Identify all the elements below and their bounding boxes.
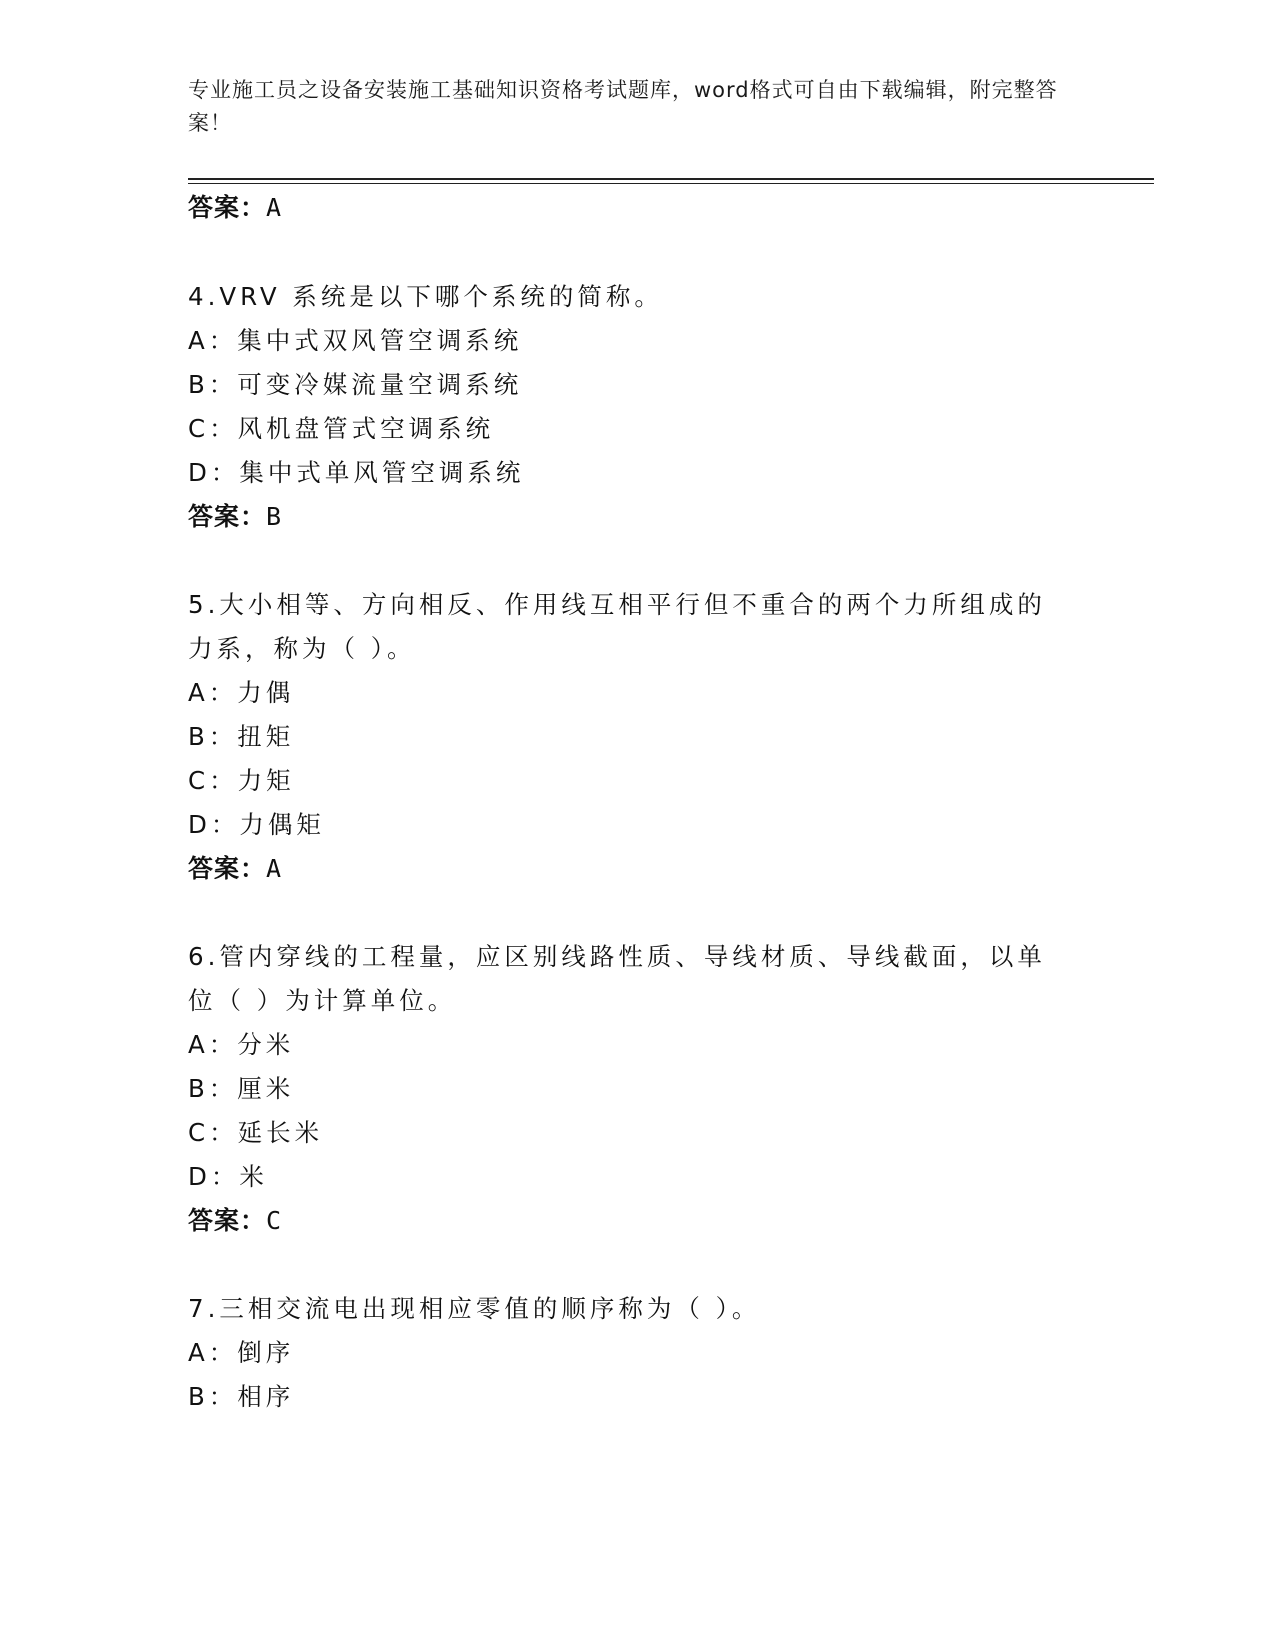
answer-value: A <box>266 854 283 883</box>
question-5-answer <box>188 853 282 885</box>
question-5-option-a: A：力偶 <box>188 678 295 707</box>
question-6-option-b: B：厘米 <box>188 1074 295 1103</box>
question-4-option-c: C：风机盘管式空调系统 <box>188 414 495 443</box>
answer-label: 答案： <box>188 1206 267 1235</box>
question-5-option-c: C：力矩 <box>188 766 295 795</box>
question-4-option-b: B：可变冷媒流量空调系统 <box>188 370 523 399</box>
question-6-answer <box>188 1205 282 1237</box>
question-4-answer <box>188 501 282 533</box>
question-6-text-line-1: 6.管内穿线的工程量，应区别线路性质、导线材质、导线截面，以单 <box>188 942 1046 971</box>
answer-value: B <box>266 502 283 531</box>
question-6-text-line-2: 位（ ）为计算单位。 <box>188 986 457 1015</box>
question-7-option-a: A：倒序 <box>188 1338 295 1367</box>
document-header: 专业施工员之设备安装施工基础知识资格考试题库，word格式可自由下载编辑，附完整答案！ <box>188 78 1058 135</box>
answer-label: 答案： <box>188 854 267 883</box>
answer-label: 答案： <box>188 193 267 222</box>
answer-label: 答案： <box>188 502 267 531</box>
question-4-option-a: A：集中式双风管空调系统 <box>188 326 523 355</box>
question-4-text: 4.VRV 系统是以下哪个系统的简称。 <box>188 282 663 311</box>
question-6-option-d: D：米 <box>188 1162 268 1191</box>
question-5-option-d: D：力偶矩 <box>188 810 325 839</box>
question-6-option-c: C：延长米 <box>188 1118 324 1147</box>
header-divider-thin <box>188 183 1154 184</box>
answer-value: A <box>266 193 283 222</box>
header-divider-thick <box>188 178 1154 180</box>
question-4-option-d: D：集中式单风管空调系统 <box>188 458 525 487</box>
answer-line-prev <box>188 192 282 224</box>
question-5-option-b: B：扭矩 <box>188 722 295 751</box>
question-7-option-b: B：相序 <box>188 1382 295 1411</box>
question-5-text-line-2: 力系，称为（ ）。 <box>188 634 416 663</box>
question-5-text-line-1: 5.大小相等、方向相反、作用线互相平行但不重合的两个力所组成的 <box>188 590 1046 619</box>
question-6-option-a: A：分米 <box>188 1030 295 1059</box>
answer-value: C <box>266 1206 283 1235</box>
question-7-text: 7.三相交流电出现相应零值的顺序称为（ ）。 <box>188 1294 761 1323</box>
